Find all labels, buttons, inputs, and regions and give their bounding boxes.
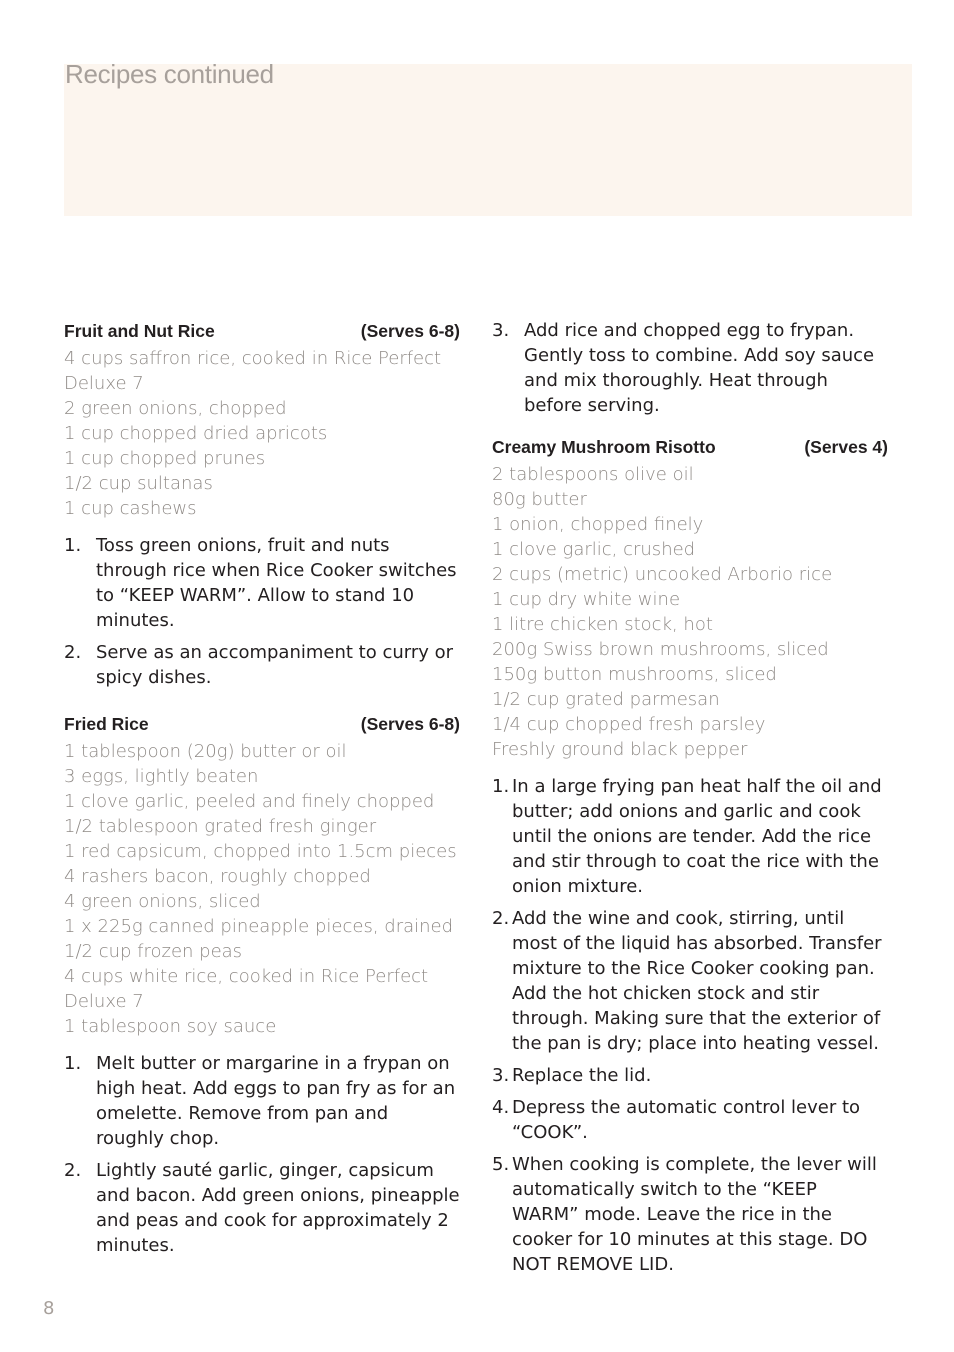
recipe-serves: (Serves 6-8) xyxy=(360,321,460,341)
recipe-header xyxy=(492,434,888,460)
method-list xyxy=(64,1051,460,1258)
ingredient: 1 x 225g canned pineapple pieces, drained xyxy=(64,916,454,937)
recipe-header xyxy=(64,318,460,344)
step-text: In a large frying pan heat half the oil and butter; add onions and garlic and cook until the onions are tender. Add the rice and stir through to coat the rice with the onion mixture. xyxy=(512,776,882,897)
step-text: Add rice and chopped egg to frypan. Gently toss to combine. Add soy sauce and mix thoroughly. Heat through before serving. xyxy=(524,320,875,416)
step-number: 2. xyxy=(64,642,82,663)
method-step xyxy=(492,906,888,1056)
recipe-header xyxy=(64,711,460,737)
ingredient: 2 cups (metric) uncooked Arborio rice xyxy=(492,564,833,585)
step-number: 1. xyxy=(64,1053,82,1074)
ingredient: 1 cup chopped dried apricots xyxy=(64,423,328,444)
method-step xyxy=(64,533,460,633)
recipe-title: Fried Rice xyxy=(64,714,149,734)
step-text: Toss green onions, fruit and nuts through rice when Rice Cooker switches to “KEEP WARM”. Allow to stand 10 minutes. xyxy=(96,535,457,631)
ingredient: 1 cup dry white wine xyxy=(492,589,681,610)
recipe-title: Fruit and Nut Rice xyxy=(64,321,215,341)
recipe-title: Creamy Mushroom Risotto xyxy=(492,437,716,457)
method-step xyxy=(492,774,888,899)
ingredient: 1 onion, chopped finely xyxy=(492,514,704,535)
ingredient: 1 clove garlic, peeled and finely chopped xyxy=(64,791,435,812)
ingredient: 1/2 cup frozen peas xyxy=(64,941,243,962)
step-number: 2. xyxy=(64,1160,82,1181)
ingredient: 80g butter xyxy=(492,489,587,510)
ingredient: 4 cups white rice, cooked in Rice Perfect Deluxe 7 xyxy=(64,966,429,1012)
step-text: Depress the automatic control lever to “COOK”. xyxy=(512,1097,861,1143)
method-step xyxy=(492,1095,888,1145)
step-number: 1. xyxy=(492,776,510,797)
method-step xyxy=(64,640,460,690)
ingredient-list xyxy=(64,346,460,521)
ingredient: 4 cups saffron rice, cooked in Rice Perfect Deluxe 7 xyxy=(64,348,442,394)
ingredient: 1/2 cup grated parmesan xyxy=(492,689,720,710)
ingredient: Freshly ground black pepper xyxy=(492,739,748,760)
ingredient: 1 cup cashews xyxy=(64,498,197,519)
ingredient: 1 red capsicum, chopped into 1.5cm pieces xyxy=(64,841,457,862)
method-step xyxy=(64,1051,460,1151)
step-number: 2. xyxy=(492,908,510,929)
ingredient: 1 clove garlic, crushed xyxy=(492,539,696,560)
page-title: Recipes continued xyxy=(65,59,274,89)
ingredient-list xyxy=(492,462,888,762)
step-text: Lightly sauté garlic, ginger, capsicum and bacon. Add green onions, pineapple and peas and cook for approximately 2 minutes. xyxy=(96,1160,460,1256)
method-step xyxy=(492,1152,888,1277)
ingredient: 1/2 tablespoon grated fresh ginger xyxy=(64,816,377,837)
recipe-serves: (Serves 6-8) xyxy=(360,714,460,734)
ingredient-list xyxy=(64,739,460,1039)
ingredient: 2 green onions, chopped xyxy=(64,398,287,419)
left-column xyxy=(64,318,460,1265)
ingredient: 1 cup chopped prunes xyxy=(64,448,266,469)
method-list xyxy=(64,533,460,690)
step-number: 5. xyxy=(492,1154,510,1175)
page-number: 8 xyxy=(43,1298,55,1319)
step-number: 3. xyxy=(492,1065,510,1086)
step-text: Melt butter or margarine in a frypan on high heat. Add eggs to pan fry as for an omelette. Remove from pan and roughly chop. xyxy=(96,1053,456,1149)
ingredient: 1/2 cup sultanas xyxy=(64,473,213,494)
right-column xyxy=(492,318,888,1284)
ingredient: 1 litre chicken stock, hot xyxy=(492,614,713,635)
method-step xyxy=(64,1158,460,1258)
ingredient: 3 eggs, lightly beaten xyxy=(64,766,259,787)
step-text: Add the wine and cook, stirring, until most of the liquid has absorbed. Transfer mixture to the Rice Cooker cooking pan. Add the hot chicken stock and stir through. Making sure that the exterior of the pan is dry; place into heating vessel. xyxy=(512,908,882,1054)
ingredient: 200g Swiss brown mushrooms, sliced xyxy=(492,639,829,660)
method-list xyxy=(492,318,888,418)
ingredient: 1/4 cup chopped fresh parsley xyxy=(492,714,766,735)
step-text: Serve as an accompaniment to curry or spicy dishes. xyxy=(96,642,454,688)
ingredient: 1 tablespoon (20g) butter or oil xyxy=(64,741,347,762)
method-step xyxy=(492,1063,888,1088)
step-number: 3. xyxy=(492,320,510,341)
method-list xyxy=(492,774,888,1277)
ingredient: 4 rashers bacon, roughly chopped xyxy=(64,866,371,887)
step-number: 4. xyxy=(492,1097,510,1118)
ingredient: 2 tablespoons olive oil xyxy=(492,464,694,485)
recipe-serves: (Serves 4) xyxy=(804,437,888,457)
method-step xyxy=(492,318,888,418)
step-text: When cooking is complete, the lever will automatically switch to the “KEEP WARM” mode. Leave the rice in the cooker for 10 minutes at this stage. DO NOT REMOVE LID. xyxy=(512,1154,877,1275)
step-text: Replace the lid. xyxy=(512,1065,652,1086)
ingredient: 1 tablespoon soy sauce xyxy=(64,1016,277,1037)
ingredient: 4 green onions, sliced xyxy=(64,891,261,912)
ingredient: 150g button mushrooms, sliced xyxy=(492,664,777,685)
step-number: 1. xyxy=(64,535,82,556)
